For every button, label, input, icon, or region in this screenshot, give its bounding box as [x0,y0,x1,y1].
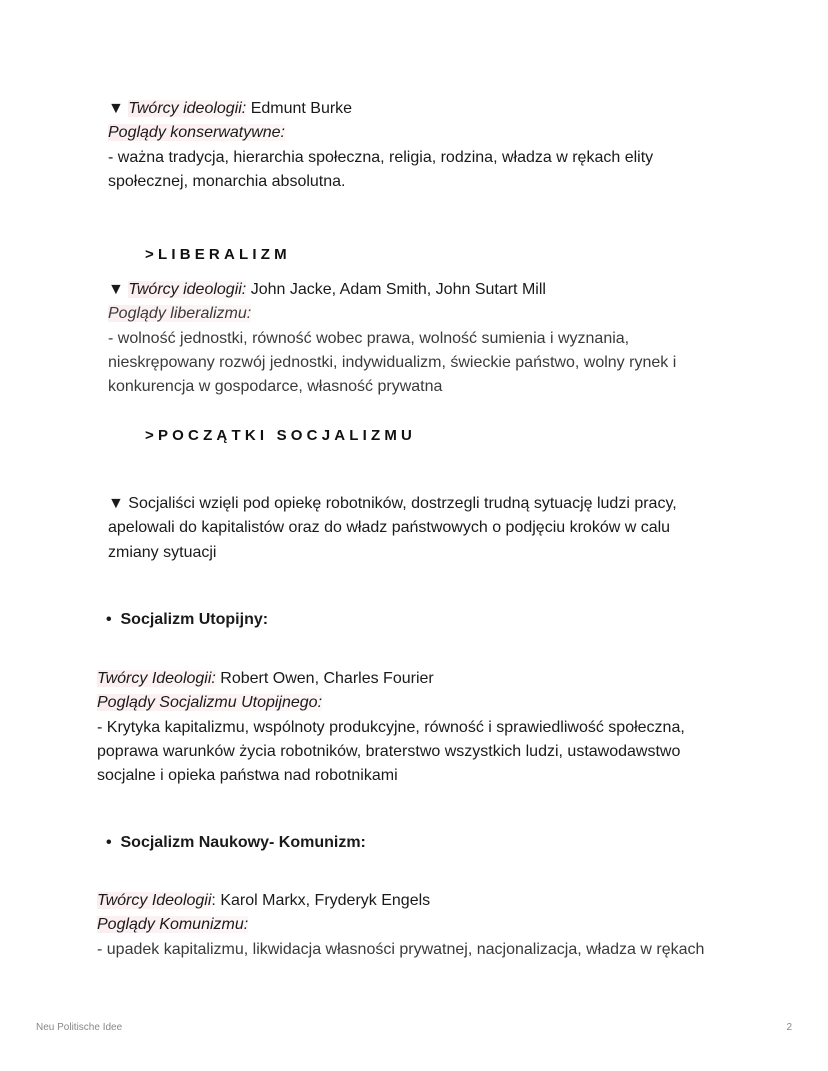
socialism-origins-block: ▼ Socjaliści wzięli pod opiekę robotników, dostrzegli trudną sytuację ludzi pracy, apelowali do kapitalistów oraz do władz państwowych o podjęciu kroków w calu zmiany sytuacji [108,495,677,561]
heading-liberalism: >LIBERALIZM [145,246,291,263]
bullet-dot-icon: • [106,611,121,628]
utopian-block: Twórcy Ideologii: Robert Owen, Charles Fourier Poglądy Socjalizmu Utopijnego: - Krytyka kapitalizmu, wspólnoty produkcyjne, równość i sprawiedliwość społeczna, poprawa warunków życia robotników, braterstwo wszystkich ludzi, ustawodawstwo socjalne i opieka państwa nad robotnikami [97,670,685,785]
footer-title: Neu Politische Idee [36,1022,123,1033]
triangle-bullet-icon: ▼ [108,281,129,298]
liberalism-block: ▼ Twórcy ideologii: John Jacke, Adam Smith, John Sutart Mill Poglądy liberalizmu: - wolność jednostki, równość wobec prawa, wolność sumienia i wyznania, nieskrępowany rozwój jednostki, indywidualizm, świeckie państwo, wolny rynek i konkurencja w gospodarce, własność prywatna [108,281,677,396]
communism-block: Twórcy Ideologii: Karol Markx, Fryderyk Engels Poglądy Komunizmu: - upadek kapitalizmu, likwidacja własności prywatnej, nacjonalizacja, władza w rękach [97,892,705,958]
heading-socialism-origins: >POCZĄTKI SOCJALIZMU [145,427,417,444]
bullet-utopian: • Socjalizm Utopijny: [106,611,268,629]
bullet-dot-icon: • [106,834,121,851]
page-number: 2 [786,1022,792,1033]
triangle-bullet-icon: ▼ [108,100,129,117]
bullet-communism: • Socjalizm Naukowy- Komunizm: [106,834,366,852]
conservatism-block: ▼ Twórcy ideologii: Edmunt Burke Poglądy konserwatywne: - ważna tradycja, hierarchia społeczna, religia, rodzina, władza w rękach elity społecznej, monarchia absolutna. [108,100,654,190]
triangle-bullet-icon: ▼ [108,495,129,512]
